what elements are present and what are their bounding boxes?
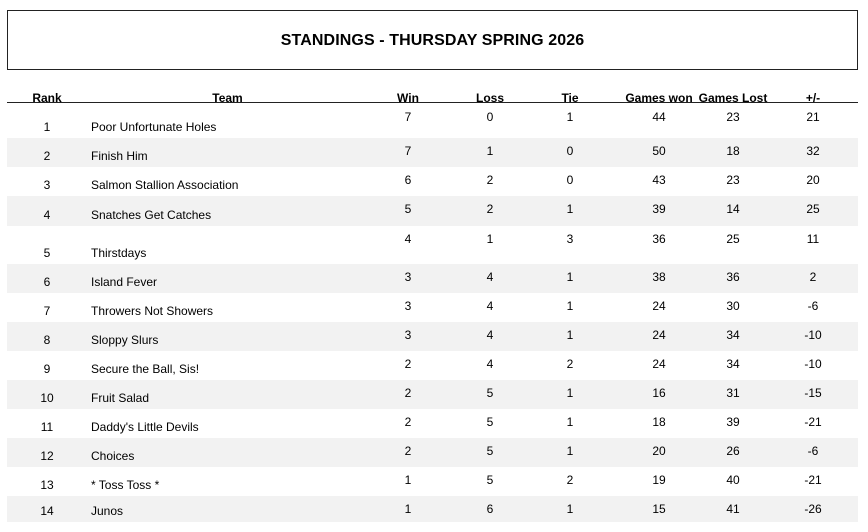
- header-games-lost: Games Lost: [698, 91, 768, 105]
- tie-cell: 0: [566, 173, 574, 187]
- title-box: [7, 10, 858, 69]
- standings-sheet: [7, 10, 858, 518]
- header-loss: Loss: [475, 91, 504, 105]
- page-title: STANDINGS - THURSDAY SPRING 2026: [280, 32, 585, 49]
- win-cell: 2: [404, 415, 412, 429]
- table-header: [7, 80, 858, 103]
- win-cell: 2: [404, 444, 412, 458]
- tie-cell: 1: [566, 110, 574, 124]
- win-cell: 7: [404, 144, 412, 158]
- table-row: [7, 264, 858, 293]
- games-won-cell: 38: [652, 270, 666, 284]
- loss-cell: 5: [486, 386, 494, 400]
- tie-cell: 1: [566, 502, 574, 516]
- table-row: [7, 104, 858, 138]
- rank-cell: 14: [40, 504, 54, 518]
- games-lost-cell: 36: [726, 270, 740, 284]
- table-row: [7, 226, 858, 264]
- plus-minus-cell: 21: [806, 110, 820, 124]
- games-lost-cell: 23: [726, 173, 740, 187]
- header-games-won: Games won: [625, 91, 693, 105]
- plus-minus-cell: -15: [804, 386, 822, 400]
- rank-cell: 9: [43, 362, 51, 376]
- plus-minus-cell: 20: [806, 173, 820, 187]
- loss-cell: 5: [486, 415, 494, 429]
- plus-minus-cell: -10: [804, 357, 822, 371]
- tie-cell: 2: [566, 473, 574, 487]
- games-won-cell: 15: [652, 502, 666, 516]
- loss-cell: 4: [486, 328, 494, 342]
- header-rank: Rank: [32, 91, 62, 105]
- team-name: Choices: [91, 449, 135, 463]
- games-won-cell: 19: [652, 473, 666, 487]
- tie-cell: 1: [566, 270, 574, 284]
- loss-cell: 1: [486, 144, 494, 158]
- loss-cell: 5: [486, 473, 494, 487]
- games-lost-cell: 25: [726, 232, 740, 246]
- tie-cell: 1: [566, 444, 574, 458]
- games-lost-cell: 26: [726, 444, 740, 458]
- team-name: Daddy's Little Devils: [91, 420, 199, 434]
- games-lost-cell: 18: [726, 144, 740, 158]
- games-won-cell: 24: [652, 357, 666, 371]
- tie-cell: 2: [566, 357, 574, 371]
- table-row: [7, 380, 858, 409]
- loss-cell: 0: [486, 110, 494, 124]
- games-won-cell: 16: [652, 386, 666, 400]
- games-lost-cell: 14: [726, 202, 740, 216]
- games-won-cell: 50: [652, 144, 666, 158]
- win-cell: 1: [404, 473, 412, 487]
- win-cell: 6: [404, 173, 412, 187]
- games-lost-cell: 30: [726, 299, 740, 313]
- table-row: [7, 293, 858, 322]
- rank-cell: 6: [43, 275, 51, 289]
- win-cell: 4: [404, 232, 412, 246]
- team-name: Island Fever: [91, 275, 158, 289]
- loss-cell: 5: [486, 444, 494, 458]
- loss-cell: 1: [486, 232, 494, 246]
- rank-cell: 2: [43, 149, 51, 163]
- plus-minus-cell: -21: [804, 415, 822, 429]
- games-won-cell: 24: [652, 299, 666, 313]
- rank-cell: 7: [43, 304, 51, 318]
- table-row: [7, 138, 858, 167]
- games-won-cell: 39: [652, 202, 666, 216]
- table-row: [7, 467, 858, 496]
- header-plus-minus: +/-: [805, 91, 821, 105]
- plus-minus-cell: -6: [807, 299, 819, 313]
- win-cell: 1: [404, 502, 412, 516]
- header-tie: Tie: [561, 91, 579, 105]
- win-cell: 7: [404, 110, 412, 124]
- games-won-cell: 18: [652, 415, 666, 429]
- header-win: Win: [397, 91, 419, 105]
- plus-minus-cell: -10: [804, 328, 822, 342]
- plus-minus-cell: -21: [804, 473, 822, 487]
- header-team: Team: [212, 91, 243, 105]
- tie-cell: 1: [566, 202, 574, 216]
- plus-minus-cell: 25: [806, 202, 820, 216]
- table-row: [7, 409, 858, 438]
- games-won-cell: 36: [652, 232, 666, 246]
- win-cell: 5: [404, 202, 412, 216]
- team-name: Junos: [91, 504, 124, 518]
- rank-cell: 11: [40, 420, 54, 434]
- games-lost-cell: 23: [726, 110, 740, 124]
- team-name: Salmon Stallion Association: [91, 178, 239, 192]
- tie-cell: 1: [566, 386, 574, 400]
- rank-cell: 10: [40, 391, 54, 405]
- rank-cell: 1: [43, 120, 51, 134]
- rank-cell: 5: [43, 246, 51, 260]
- games-won-cell: 24: [652, 328, 666, 342]
- team-name: Secure the Ball, Sis!: [91, 362, 200, 376]
- team-name: Snatches Get Catches: [91, 208, 212, 222]
- table-row: [7, 351, 858, 380]
- table-row: [7, 496, 858, 522]
- win-cell: 3: [404, 328, 412, 342]
- team-name: Sloppy Slurs: [91, 333, 159, 347]
- games-won-cell: 44: [652, 110, 666, 124]
- loss-cell: 6: [486, 502, 494, 516]
- games-lost-cell: 34: [726, 357, 740, 371]
- games-lost-cell: 41: [726, 502, 740, 516]
- plus-minus-cell: 11: [806, 232, 820, 246]
- team-name: Poor Unfortunate Holes: [91, 120, 217, 134]
- win-cell: 3: [404, 299, 412, 313]
- win-cell: 2: [404, 357, 412, 371]
- divider: [7, 69, 858, 70]
- team-name: Throwers Not Showers: [91, 304, 214, 318]
- tie-cell: 1: [566, 415, 574, 429]
- table-row: [7, 196, 858, 226]
- win-cell: 3: [404, 270, 412, 284]
- plus-minus-cell: -26: [804, 502, 822, 516]
- plus-minus-cell: 2: [809, 270, 817, 284]
- loss-cell: 2: [486, 173, 494, 187]
- team-name: * Toss Toss *: [91, 478, 160, 492]
- games-won-cell: 20: [652, 444, 666, 458]
- plus-minus-cell: 32: [806, 144, 820, 158]
- tie-cell: 1: [566, 328, 574, 342]
- rank-cell: 12: [40, 449, 54, 463]
- rank-cell: 4: [43, 208, 51, 222]
- tie-cell: 0: [566, 144, 574, 158]
- team-name: Thirstdays: [91, 246, 147, 260]
- loss-cell: 4: [486, 299, 494, 313]
- rank-cell: 8: [43, 333, 51, 347]
- table-row: [7, 167, 858, 196]
- team-name: Finish Him: [91, 149, 148, 163]
- games-lost-cell: 31: [726, 386, 740, 400]
- games-won-cell: 43: [652, 173, 666, 187]
- plus-minus-cell: -6: [807, 444, 819, 458]
- games-lost-cell: 34: [726, 328, 740, 342]
- loss-cell: 2: [486, 202, 494, 216]
- team-name: Fruit Salad: [91, 391, 150, 405]
- win-cell: 2: [404, 386, 412, 400]
- table-row: [7, 438, 858, 467]
- games-lost-cell: 40: [726, 473, 740, 487]
- rank-cell: 13: [40, 478, 54, 492]
- loss-cell: 4: [486, 357, 494, 371]
- games-lost-cell: 39: [726, 415, 740, 429]
- loss-cell: 4: [486, 270, 494, 284]
- tie-cell: 1: [566, 299, 574, 313]
- table-row: [7, 322, 858, 351]
- tie-cell: 3: [566, 232, 574, 246]
- rank-cell: 3: [43, 178, 51, 192]
